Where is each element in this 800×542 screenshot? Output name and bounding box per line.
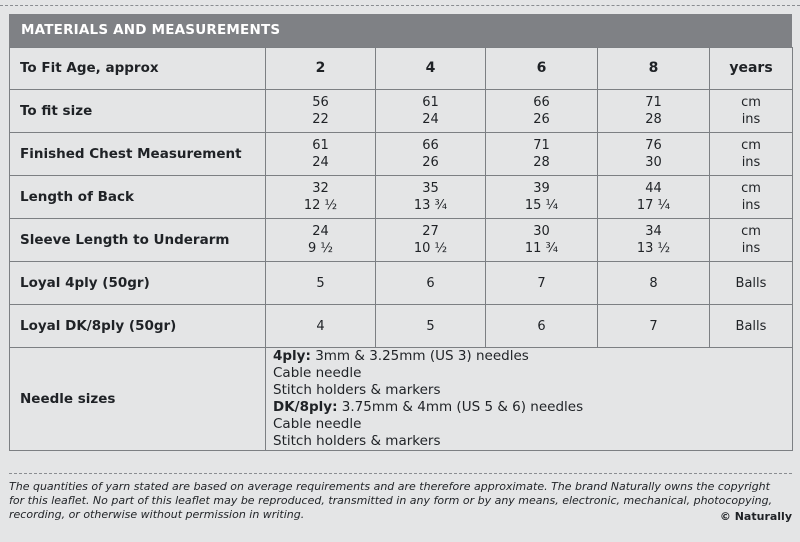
cm-value: 32 (312, 181, 329, 196)
row-label: To fit size (10, 90, 266, 133)
row-label: Loyal 4ply (50gr) (10, 262, 266, 305)
ins-value: 30 (645, 155, 662, 170)
disclaimer-line-1: The quantities of yarn stated are based on average requirements and are therefore approximate. The brand Naturally owns the copyright (9, 480, 770, 493)
ins-value: 22 (312, 112, 329, 127)
table-row-sleeve-length (10, 219, 793, 262)
ins-value: 15 ¼ (524, 198, 559, 213)
cm-value: 39 (533, 181, 550, 196)
unit-ins: ins (741, 112, 761, 127)
row-label: Needle sizes (10, 348, 266, 451)
balls-value: 5 (266, 262, 376, 305)
table-cell (376, 219, 486, 262)
section-title: MATERIALS AND MEASUREMENTS (21, 22, 281, 38)
unit-cell (710, 176, 793, 219)
balls-value: 8 (598, 262, 710, 305)
table-cell (486, 176, 598, 219)
table-row-age (10, 48, 793, 90)
unit-balls: Balls (710, 305, 793, 348)
cm-value: 27 (422, 224, 439, 239)
table-cell (598, 133, 710, 176)
ins-value: 12 ½ (303, 198, 338, 213)
unit-cell (710, 219, 793, 262)
cm-value: 35 (422, 181, 439, 196)
balls-value: 5 (376, 305, 486, 348)
footer-dashed-divider (9, 473, 792, 474)
unit-balls: Balls (710, 262, 793, 305)
measurements-table (9, 47, 793, 451)
ins-value: 11 ¾ (524, 241, 559, 256)
table-cell (598, 176, 710, 219)
balls-value: 7 (486, 262, 598, 305)
table-cell (266, 176, 376, 219)
cm-value: 61 (422, 95, 439, 110)
cm-value: 66 (533, 95, 550, 110)
ins-value: 10 ½ (413, 241, 448, 256)
table-row-back-length (10, 176, 793, 219)
row-label: Sleeve Length to Underarm (10, 219, 266, 262)
table-cell (266, 219, 376, 262)
unit-cell (710, 133, 793, 176)
row-label: Length of Back (10, 176, 266, 219)
table-cell (486, 133, 598, 176)
copyright-notice: © Naturally (719, 510, 792, 523)
top-dashed-divider (0, 5, 800, 6)
ins-value: 13 ¾ (413, 198, 448, 213)
disclaimer-line-2: for this leaflet. No part of this leaflet may be reproduced, transmitted in any form or by any means, electronic, mechanical, photocopying, (9, 494, 773, 507)
needle-4ply-cable: Cable needle (273, 365, 362, 381)
age-value: 8 (598, 48, 710, 90)
needle-4ply-label: 4ply: (273, 348, 311, 364)
ins-value: 28 (533, 155, 550, 170)
table-cell (266, 90, 376, 133)
ins-value: 26 (422, 155, 439, 170)
disclaimer-line-3: recording, or otherwise without permission in writing. (9, 508, 305, 521)
cm-value: 76 (645, 138, 662, 153)
unit-cm: cm (741, 181, 761, 196)
age-value: 2 (266, 48, 376, 90)
table-cell (598, 90, 710, 133)
balls-value: 6 (486, 305, 598, 348)
ins-value: 28 (645, 112, 662, 127)
row-label: Loyal DK/8ply (50gr) (10, 305, 266, 348)
table-row-yarn-dk (10, 305, 793, 348)
cm-value: 71 (533, 138, 550, 153)
unit-cm: cm (741, 224, 761, 239)
unit-cm: cm (741, 138, 761, 153)
unit-ins: ins (741, 198, 761, 213)
table-cell (486, 219, 598, 262)
cm-value: 61 (312, 138, 329, 153)
ins-value: 26 (533, 112, 550, 127)
table-cell (266, 133, 376, 176)
table-cell (598, 219, 710, 262)
age-value: 6 (486, 48, 598, 90)
balls-value: 7 (598, 305, 710, 348)
needle-dk-cable: Cable needle (273, 416, 362, 432)
needle-dk-holders: Stitch holders & markers (273, 433, 441, 449)
age-value: 4 (376, 48, 486, 90)
needle-4ply-sizes: 3mm & 3.25mm (US 3) needles (315, 348, 529, 364)
ins-value: 24 (422, 112, 439, 127)
ins-value: 13 ½ (636, 241, 671, 256)
table-cell (486, 90, 598, 133)
ins-value: 17 ¼ (636, 198, 671, 213)
needle-dk-sizes: 3.75mm & 4mm (US 5 & 6) needles (341, 399, 584, 415)
row-label: To Fit Age, approx (10, 48, 266, 90)
cm-value: 66 (422, 138, 439, 153)
table-row-needles (10, 348, 793, 451)
needle-dk-line (273, 399, 792, 416)
cm-value: 56 (312, 95, 329, 110)
footer-disclaimer (9, 480, 792, 522)
cm-value: 30 (533, 224, 550, 239)
table-cell (376, 133, 486, 176)
unit-ins: ins (741, 241, 761, 256)
ins-value: 9 ½ (307, 241, 333, 256)
needle-dk-label: DK/8ply: (273, 399, 338, 415)
section-header (9, 14, 792, 47)
row-label: Finished Chest Measurement (10, 133, 266, 176)
needle-4ply-line (273, 348, 792, 365)
needle-list (266, 348, 793, 451)
cm-value: 24 (312, 224, 329, 239)
unit-cell (710, 90, 793, 133)
cm-value: 71 (645, 95, 662, 110)
table-cell (376, 176, 486, 219)
table-cell (376, 90, 486, 133)
balls-value: 4 (266, 305, 376, 348)
table-row-fit-size (10, 90, 793, 133)
cm-value: 34 (645, 224, 662, 239)
unit-cm: cm (741, 95, 761, 110)
unit-ins: ins (741, 155, 761, 170)
age-unit: years (710, 48, 793, 90)
needle-4ply-holders: Stitch holders & markers (273, 382, 441, 398)
table-row-chest (10, 133, 793, 176)
balls-value: 6 (376, 262, 486, 305)
table-row-yarn-4ply (10, 262, 793, 305)
cm-value: 44 (645, 181, 662, 196)
ins-value: 24 (312, 155, 329, 170)
